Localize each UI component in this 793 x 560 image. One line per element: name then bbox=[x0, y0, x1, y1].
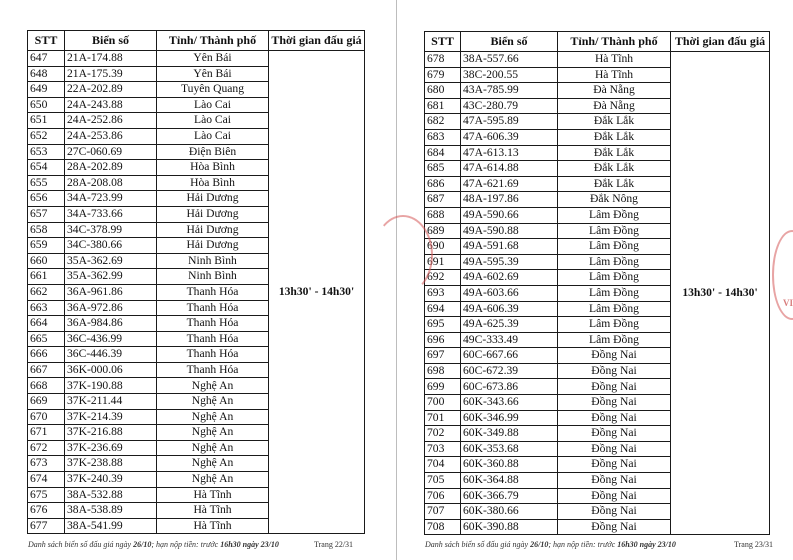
row-stt: 661 bbox=[28, 269, 65, 285]
column-header-stt: STT bbox=[28, 31, 65, 51]
row-province: Nghệ An bbox=[157, 425, 269, 441]
row-stt: 694 bbox=[425, 301, 461, 317]
row-stt: 660 bbox=[28, 253, 65, 269]
row-stt: 691 bbox=[425, 254, 461, 270]
row-plate-number: 47A-606.39 bbox=[461, 129, 558, 145]
row-stt: 679 bbox=[425, 67, 461, 83]
row-plate-number: 37K-238.88 bbox=[65, 456, 157, 472]
row-province: Nghệ An bbox=[157, 378, 269, 394]
row-stt: 689 bbox=[425, 223, 461, 239]
auction-time-slot: 13h30' - 14h30' bbox=[671, 52, 770, 535]
row-province: Nghệ An bbox=[157, 472, 269, 488]
table-body-right bbox=[425, 52, 770, 535]
column-header-plate: Biển số bbox=[65, 31, 157, 51]
row-plate-number: 43C-280.79 bbox=[461, 98, 558, 114]
row-province: Đồng Nai bbox=[558, 379, 671, 395]
row-plate-number: 47A-595.89 bbox=[461, 114, 558, 130]
row-plate-number: 37K-236.69 bbox=[65, 440, 157, 456]
row-stt: 656 bbox=[28, 191, 65, 207]
footer-middle: ; hạn nộp tiền: trước bbox=[151, 540, 221, 549]
row-stt: 654 bbox=[28, 160, 65, 176]
row-stt: 692 bbox=[425, 270, 461, 286]
row-stt: 701 bbox=[425, 410, 461, 426]
row-stt: 657 bbox=[28, 206, 65, 222]
row-province: Đồng Nai bbox=[558, 488, 671, 504]
page-footer-note bbox=[425, 540, 676, 549]
row-stt: 699 bbox=[425, 379, 461, 395]
row-plate-number: 60K-380.66 bbox=[461, 504, 558, 520]
row-province: Lào Cai bbox=[157, 97, 269, 113]
row-plate-number: 60K-346.99 bbox=[461, 410, 558, 426]
row-province: Đà Nẵng bbox=[558, 98, 671, 114]
row-stt: 678 bbox=[425, 52, 461, 68]
row-plate-number: 35A-362.99 bbox=[65, 269, 157, 285]
row-plate-number: 47A-613.13 bbox=[461, 145, 558, 161]
row-stt: 695 bbox=[425, 317, 461, 333]
row-province: Tuyên Quang bbox=[157, 82, 269, 98]
row-province: Nghệ An bbox=[157, 394, 269, 410]
row-province: Ninh Bình bbox=[157, 253, 269, 269]
row-plate-number: 37K-211.44 bbox=[65, 394, 157, 410]
row-stt: 703 bbox=[425, 441, 461, 457]
plate-table-left bbox=[27, 30, 365, 534]
row-stt: 671 bbox=[28, 425, 65, 441]
row-stt: 690 bbox=[425, 239, 461, 255]
row-stt: 686 bbox=[425, 176, 461, 192]
row-stt: 672 bbox=[28, 440, 65, 456]
row-stt: 664 bbox=[28, 316, 65, 332]
row-stt: 706 bbox=[425, 488, 461, 504]
row-province: Đắk Lắk bbox=[558, 129, 671, 145]
row-province: Đồng Nai bbox=[558, 519, 671, 535]
row-stt: 674 bbox=[28, 472, 65, 488]
row-plate-number: 49A-625.39 bbox=[461, 317, 558, 333]
row-plate-number: 60K-364.88 bbox=[461, 473, 558, 489]
footer-prefix: Danh sách biển số đấu giá ngày bbox=[425, 540, 531, 549]
row-plate-number: 36C-446.39 bbox=[65, 347, 157, 363]
column-header-time: Thời gian đấu giá bbox=[269, 31, 365, 51]
row-stt: 650 bbox=[28, 97, 65, 113]
row-plate-number: 60C-673.86 bbox=[461, 379, 558, 395]
row-plate-number: 38A-541.99 bbox=[65, 518, 157, 534]
row-stt: 683 bbox=[425, 129, 461, 145]
row-stt: 666 bbox=[28, 347, 65, 363]
row-stt: 648 bbox=[28, 66, 65, 82]
row-stt: 676 bbox=[28, 503, 65, 519]
row-stt: 702 bbox=[425, 426, 461, 442]
row-plate-number: 49A-606.39 bbox=[461, 301, 558, 317]
row-province: Ninh Bình bbox=[157, 269, 269, 285]
row-plate-number: 38A-557.66 bbox=[461, 52, 558, 68]
row-province: Thanh Hóa bbox=[157, 362, 269, 378]
row-stt: 685 bbox=[425, 161, 461, 177]
auction-time-slot: 13h30' - 14h30' bbox=[269, 51, 365, 534]
plate-table-right bbox=[424, 31, 770, 535]
row-plate-number: 60K-343.66 bbox=[461, 395, 558, 411]
row-province: Lâm Đồng bbox=[558, 223, 671, 239]
row-plate-number: 35A-362.69 bbox=[65, 253, 157, 269]
row-plate-number: 49A-590.66 bbox=[461, 207, 558, 223]
row-province: Đắk Lắk bbox=[558, 161, 671, 177]
row-province: Hải Dương bbox=[157, 206, 269, 222]
row-province: Hà Tĩnh bbox=[157, 503, 269, 519]
row-stt: 653 bbox=[28, 144, 65, 160]
row-province: Yên Bái bbox=[157, 66, 269, 82]
row-province: Nghệ An bbox=[157, 456, 269, 472]
footer-deadline: 16h30 ngày 23/10 bbox=[220, 540, 279, 549]
footer-auction-date: 26/10 bbox=[530, 540, 549, 549]
row-plate-number: 24A-243.88 bbox=[65, 97, 157, 113]
table-header-row bbox=[425, 32, 770, 52]
row-stt: 700 bbox=[425, 395, 461, 411]
row-plate-number: 36K-000.06 bbox=[65, 362, 157, 378]
row-plate-number: 24A-253.86 bbox=[65, 128, 157, 144]
row-province: Hòa Bình bbox=[157, 175, 269, 191]
row-province: Đồng Nai bbox=[558, 457, 671, 473]
row-stt: 696 bbox=[425, 332, 461, 348]
row-province: Hà Tĩnh bbox=[157, 518, 269, 534]
row-plate-number: 38A-538.89 bbox=[65, 503, 157, 519]
row-province: Đắk Lắk bbox=[558, 176, 671, 192]
row-stt: 682 bbox=[425, 114, 461, 130]
row-stt: 707 bbox=[425, 504, 461, 520]
row-province: Đồng Nai bbox=[558, 410, 671, 426]
row-plate-number: 36A-984.86 bbox=[65, 316, 157, 332]
row-province: Lào Cai bbox=[157, 113, 269, 129]
row-province: Yên Bái bbox=[157, 51, 269, 67]
row-plate-number: 49A-603.66 bbox=[461, 285, 558, 301]
row-stt: 677 bbox=[28, 518, 65, 534]
row-province: Thanh Hóa bbox=[157, 316, 269, 332]
row-stt: 693 bbox=[425, 285, 461, 301]
row-stt: 667 bbox=[28, 362, 65, 378]
row-plate-number: 49A-595.39 bbox=[461, 254, 558, 270]
row-province: Hà Tĩnh bbox=[558, 52, 671, 68]
row-province: Thanh Hóa bbox=[157, 347, 269, 363]
row-plate-number: 34C-378.99 bbox=[65, 222, 157, 238]
row-province: Thanh Hóa bbox=[157, 331, 269, 347]
row-province: Hà Tĩnh bbox=[558, 67, 671, 83]
row-plate-number: 28A-208.08 bbox=[65, 175, 157, 191]
row-stt: 673 bbox=[28, 456, 65, 472]
row-stt: 665 bbox=[28, 331, 65, 347]
row-plate-number: 34A-723.99 bbox=[65, 191, 157, 207]
page-number: Trang 23/31 bbox=[734, 540, 774, 549]
table-row bbox=[425, 52, 770, 68]
row-plate-number: 49A-591.68 bbox=[461, 239, 558, 255]
row-plate-number: 49A-590.88 bbox=[461, 223, 558, 239]
row-province: Lâm Đồng bbox=[558, 239, 671, 255]
row-plate-number: 60K-360.88 bbox=[461, 457, 558, 473]
row-plate-number: 34C-380.66 bbox=[65, 238, 157, 254]
row-stt: 675 bbox=[28, 487, 65, 503]
row-plate-number: 60K-353.68 bbox=[461, 441, 558, 457]
row-plate-number: 21A-174.88 bbox=[65, 51, 157, 67]
row-province: Đắk Lắk bbox=[558, 114, 671, 130]
row-plate-number: 47A-621.69 bbox=[461, 176, 558, 192]
row-province: Đồng Nai bbox=[558, 348, 671, 364]
column-header-province: Tỉnh/ Thành phố bbox=[558, 32, 671, 52]
row-plate-number: 27C-060.69 bbox=[65, 144, 157, 160]
red-seal-stamp bbox=[373, 215, 433, 295]
seal-stamp-text: VI bbox=[783, 298, 793, 308]
row-stt: 647 bbox=[28, 51, 65, 67]
row-province: Đồng Nai bbox=[558, 363, 671, 379]
row-province: Thanh Hóa bbox=[157, 284, 269, 300]
row-stt: 708 bbox=[425, 519, 461, 535]
row-province: Đắk Lắk bbox=[558, 145, 671, 161]
row-stt: 697 bbox=[425, 348, 461, 364]
row-stt: 658 bbox=[28, 222, 65, 238]
column-header-province: Tỉnh/ Thành phố bbox=[157, 31, 269, 51]
row-stt: 688 bbox=[425, 207, 461, 223]
row-stt: 659 bbox=[28, 238, 65, 254]
row-plate-number: 60K-349.88 bbox=[461, 426, 558, 442]
document-page-left bbox=[0, 0, 396, 560]
row-province: Đắk Nông bbox=[558, 192, 671, 208]
column-header-time: Thời gian đấu giá bbox=[671, 32, 770, 52]
row-province: Nghệ An bbox=[157, 440, 269, 456]
footer-middle: ; hạn nộp tiền: trước bbox=[548, 540, 618, 549]
row-plate-number: 60K-390.88 bbox=[461, 519, 558, 535]
row-plate-number: 38C-200.55 bbox=[461, 67, 558, 83]
row-province: Thanh Hóa bbox=[157, 300, 269, 316]
row-stt: 668 bbox=[28, 378, 65, 394]
row-plate-number: 21A-175.39 bbox=[65, 66, 157, 82]
row-plate-number: 60C-672.39 bbox=[461, 363, 558, 379]
row-province: Lâm Đồng bbox=[558, 285, 671, 301]
row-province: Lâm Đồng bbox=[558, 301, 671, 317]
row-plate-number: 49A-602.69 bbox=[461, 270, 558, 286]
row-stt: 687 bbox=[425, 192, 461, 208]
row-plate-number: 37K-214.39 bbox=[65, 409, 157, 425]
row-stt: 670 bbox=[28, 409, 65, 425]
row-stt: 662 bbox=[28, 284, 65, 300]
row-plate-number: 36A-961.86 bbox=[65, 284, 157, 300]
row-plate-number: 37K-216.88 bbox=[65, 425, 157, 441]
row-province: Đồng Nai bbox=[558, 504, 671, 520]
row-plate-number: 36C-436.99 bbox=[65, 331, 157, 347]
row-stt: 705 bbox=[425, 473, 461, 489]
row-plate-number: 38A-532.88 bbox=[65, 487, 157, 503]
row-province: Điện Biên bbox=[157, 144, 269, 160]
footer-deadline: 16h30 ngày 23/10 bbox=[617, 540, 676, 549]
row-stt: 698 bbox=[425, 363, 461, 379]
row-province: Lâm Đồng bbox=[558, 254, 671, 270]
row-plate-number: 24A-252.86 bbox=[65, 113, 157, 129]
row-plate-number: 48A-197.86 bbox=[461, 192, 558, 208]
row-province: Đà Nẵng bbox=[558, 83, 671, 99]
table-header-row bbox=[28, 31, 365, 51]
row-stt: 681 bbox=[425, 98, 461, 114]
row-province: Hòa Bình bbox=[157, 160, 269, 176]
row-plate-number: 36A-972.86 bbox=[65, 300, 157, 316]
row-province: Nghệ An bbox=[157, 409, 269, 425]
row-province: Lâm Đồng bbox=[558, 332, 671, 348]
footer-prefix: Danh sách biển số đấu giá ngày bbox=[28, 540, 134, 549]
row-stt: 684 bbox=[425, 145, 461, 161]
row-province: Hải Dương bbox=[157, 222, 269, 238]
row-stt: 649 bbox=[28, 82, 65, 98]
row-province: Lâm Đồng bbox=[558, 270, 671, 286]
row-plate-number: 60C-667.66 bbox=[461, 348, 558, 364]
page-number: Trang 22/31 bbox=[314, 540, 354, 549]
row-plate-number: 28A-202.89 bbox=[65, 160, 157, 176]
row-stt: 680 bbox=[425, 83, 461, 99]
row-stt: 669 bbox=[28, 394, 65, 410]
row-province: Đồng Nai bbox=[558, 473, 671, 489]
row-province: Đồng Nai bbox=[558, 441, 671, 457]
row-plate-number: 37K-240.39 bbox=[65, 472, 157, 488]
row-stt: 655 bbox=[28, 175, 65, 191]
document-page-right bbox=[397, 0, 793, 560]
page-footer-note bbox=[28, 540, 279, 549]
row-stt: 652 bbox=[28, 128, 65, 144]
table-body-left bbox=[28, 51, 365, 534]
footer-auction-date: 26/10 bbox=[133, 540, 152, 549]
row-plate-number: 49C-333.49 bbox=[461, 332, 558, 348]
row-province: Lâm Đồng bbox=[558, 317, 671, 333]
row-plate-number: 34A-733.66 bbox=[65, 206, 157, 222]
row-province: Đồng Nai bbox=[558, 426, 671, 442]
row-province: Lâm Đồng bbox=[558, 207, 671, 223]
column-header-stt: STT bbox=[425, 32, 461, 52]
row-stt: 651 bbox=[28, 113, 65, 129]
row-plate-number: 47A-614.88 bbox=[461, 161, 558, 177]
row-province: Lào Cai bbox=[157, 128, 269, 144]
row-stt: 663 bbox=[28, 300, 65, 316]
row-province: Hải Dương bbox=[157, 238, 269, 254]
row-province: Hà Tĩnh bbox=[157, 487, 269, 503]
row-plate-number: 22A-202.89 bbox=[65, 82, 157, 98]
row-stt: 704 bbox=[425, 457, 461, 473]
row-province: Đồng Nai bbox=[558, 395, 671, 411]
row-plate-number: 37K-190.88 bbox=[65, 378, 157, 394]
row-plate-number: 60K-366.79 bbox=[461, 488, 558, 504]
row-plate-number: 43A-785.99 bbox=[461, 83, 558, 99]
table-row bbox=[28, 51, 365, 67]
row-province: Hải Dương bbox=[157, 191, 269, 207]
column-header-plate: Biển số bbox=[461, 32, 558, 52]
